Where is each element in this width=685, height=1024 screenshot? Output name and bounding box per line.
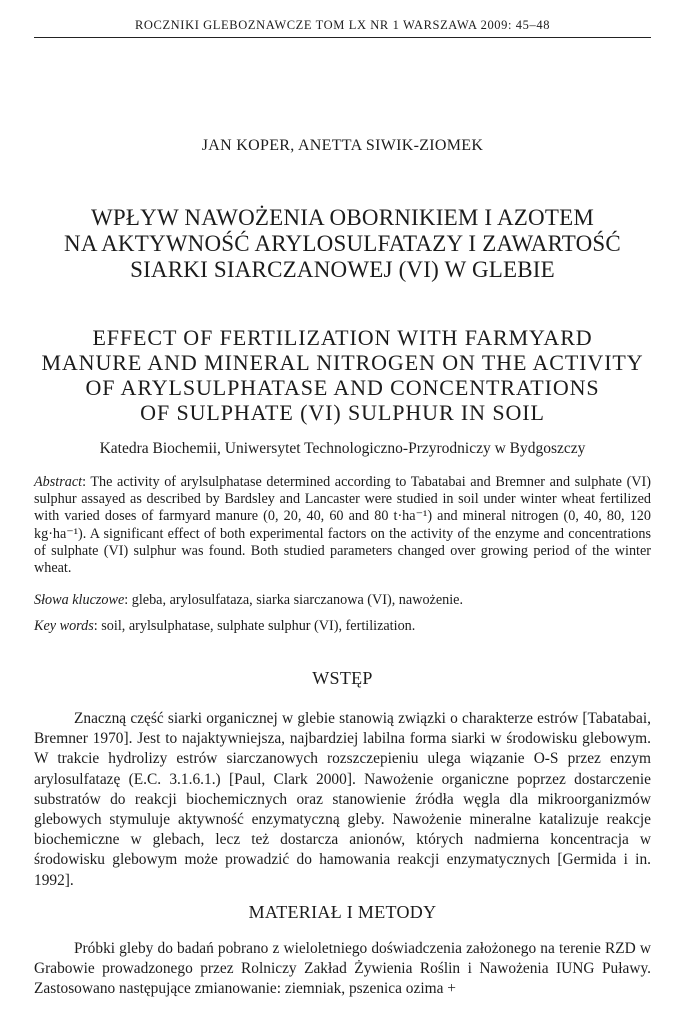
affiliation: Katedra Biochemii, Uniwersytet Technologiczno-Przyrodniczy w Bydgoszczy xyxy=(99,440,586,457)
title-english-line: MANURE AND MINERAL NITROGEN ON THE ACTIVITY xyxy=(41,350,644,375)
title-english-line: OF ARYLSULPHATASE AND CONCENTRATIONS xyxy=(85,375,600,400)
header-rule xyxy=(34,37,651,38)
keywords-english-text: soil, arylsulphatase, sulphate sulphur (VI), fertilization. xyxy=(101,618,416,634)
title-polish xyxy=(20,205,665,283)
abstract-text: The activity of arylsulphatase determined according to Tabatabai and Bremner and sulphate (VI) sulphur assayed as described by Bardsley and Lancaster were studied in soil under winter wheat fertilized with varied doses of farmyard manure (0, 20, 40, 60 and 80 t·ha⁻¹) and mineral nitrogen (0, 40, 80, 120 kg·ha⁻¹). A significant effect of both experimental factors on the activity of the enzyme and concentrations of sulphate (VI) sulphur was found. Both studied parameters changed over growing period of the winter wheat. xyxy=(34,474,651,577)
keywords-english-label: Key words xyxy=(34,618,94,634)
abstract-label: Abstract xyxy=(34,474,83,490)
title-english-line: OF SULPHATE (VI) SULPHUR IN SOIL xyxy=(140,400,545,425)
keywords-english: Key words: soil, arylsulphatase, sulphate sulphur (VI), fertilization. xyxy=(34,618,416,634)
title-polish-line: NA AKTYWNOŚĆ ARYLOSULFATAZY I ZAWARTOŚĆ xyxy=(64,231,621,256)
title-english xyxy=(20,325,665,425)
title-polish-line: WPŁYW NAWOŻENIA OBORNIKIEM I AZOTEM xyxy=(90,205,594,230)
keywords-polish: Słowa kluczowe: gleba, arylosulfataza, siarka siarczanowa (VI), nawożenie. xyxy=(34,592,464,608)
methods-paragraph: Próbki gleby do badań pobrano z wieloletniego doświadczenia założonego na terenie RZD w Grabowie prowadzonego przez Rolniczy Zakład Żywienia Roślin i Nawożenia IUNG Puławy. Zastosowano następujące zmianowanie: ziemniak, pszenica ozima + xyxy=(34,940,651,998)
section-heading-methods: MATERIAŁ I METODY xyxy=(248,902,437,922)
title-english-line: EFFECT OF FERTILIZATION WITH FARMYARD xyxy=(92,325,593,350)
abstract: Abstract: The activity of arylsulphatase determined according to Tabatabai and Bremner and sulphate (VI) sulphur assayed as described by Bardsley and Lancaster were studied in soil under winter wheat fertilized with varied doses of farmyard manure (0, 20, 40, 60 and 80 t·ha⁻¹) and mineral nitrogen (0, 40, 80, 120 kg·ha⁻¹). A significant effect of both experimental factors on the activity of the enzyme and concentrations of sulphate (VI) sulphur was found. Both studied parameters changed over growing period of the winter wheat. xyxy=(34,474,651,577)
authors: JAN KOPER, ANETTA SIWIK-ZIOMEK xyxy=(201,137,484,154)
section-heading-intro: WSTĘP xyxy=(312,668,373,688)
keywords-polish-label: Słowa kluczowe xyxy=(34,592,125,608)
title-polish-line: SIARKI SIARCZANOWEJ (VI) W GLEBIE xyxy=(130,257,555,282)
intro-paragraph: Znaczną część siarki organicznej w glebie stanowią związki o charakterze estrów [Tabatabai, Bremner 1970]. Jest to najaktywniejsza, najbardziej labilna forma siarki w środowisku glebowym. W trakcie hydrolizy estrów siarczanowych rozszczepieniu ulega wiązanie O-S przez enzym arylosulfatazę (E.C. 3.1.6.1.) [Paul, Clark 2000]. Nawożenie organiczne poprzez dostarczenie substratów do reakcji biochemicznych oraz stanowienie źródła węgla dla mikroorganizmów glebowych stymuluje aktywność enzymatyczną gleby. Nawożenie mineralne katalizuje reakcje biochemiczne w glebach, lecz też dostarcza anionów, których nadmierna koncentracja w środowisku glebowym może prowadzić do hamowania reakcji enzymatycznych [Germida i in. 1992]. xyxy=(34,710,651,889)
keywords-polish-text: gleba, arylosulfataza, siarka siarczanowa (VI), nawożenie. xyxy=(131,592,464,608)
running-header: ROCZNIKI GLEBOZNAWCZE TOM LX NR 1 WARSZAWA 2009: 45–48 xyxy=(134,18,551,32)
